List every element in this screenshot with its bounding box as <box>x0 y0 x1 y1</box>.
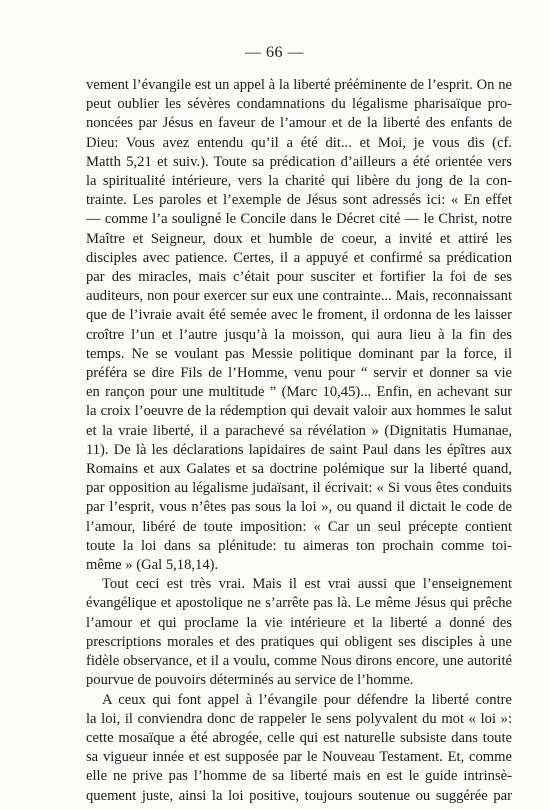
text-line: croître l’un et l’autre jusqu’à la moisson, qui aura lieu à la fin des <box>86 326 512 343</box>
text-line: l’amour et qui proclame la vie intérieure et la liberté a donné des <box>86 614 512 631</box>
text-line: Romains et aux Galates et sa doctrine polémique sur la liberté quand, <box>86 461 512 478</box>
text-line: Dieu: Vous avez entendu qu’il a été dit... et Moi, je vous dis (cf. <box>86 134 512 151</box>
text-line: l’amour, libéré de toute imposition: « Car un seul précepte contient <box>86 518 512 535</box>
text-line: sa vigueur innée et est supposée par le Nouveau Testament. Et, comme <box>86 749 512 766</box>
text-line: cette mosaïque a été abrogée, celle qui est naturelle subsiste dans toute <box>86 729 512 746</box>
paragraph-3 <box>86 691 512 806</box>
text-line: auditeurs, non pour exercer sur eux une contrainte... Mais, reconnaissant <box>86 288 512 305</box>
text-line: en rançon pour une multitude ” (Marc 10,45)... Enfin, en achevant sur <box>86 384 512 401</box>
paragraph-2 <box>86 575 512 690</box>
text-line: quement juste, ainsi la loi positive, toujours soutenue ou suggérée par <box>86 787 512 804</box>
text-line: peut oublier les sévères condamnations du légalisme pharisaïque pro- <box>86 96 512 113</box>
text-line: trainte. Les paroles et l’exemple de Jésus sont adressés ici: « En effet <box>86 192 512 209</box>
text-line: par opposition au légalisme judaïsant, il écrivait: « Si vous êtes conduits <box>86 480 512 497</box>
text-line: A ceux qui font appel à l’évangile pour défendre la liberté contre <box>102 691 512 708</box>
text-line: toute la loi dans sa plénitude: tu aimeras ton prochain comme toi- <box>86 537 512 554</box>
text-line: temps. Ne se voulant pas Messie politique dominant par la force, il <box>86 345 512 362</box>
text-line: par des miracles, mais c’était pour susciter et fortifier la foi de ses <box>86 269 512 286</box>
text-line: 11). De là les déclarations lapidaires de saint Paul dans les épîtres aux <box>86 441 512 458</box>
text-line: disciples avec patience. Certes, il a appuyé et confirmé sa prédication <box>86 249 512 266</box>
text-line: fidèle observance, et il a voulu, comme Nous dirons encore, une autorité <box>86 653 512 670</box>
text-line: elle ne prive pas l’homme de sa liberté mais en est le guide intrinsè- <box>86 768 512 785</box>
paragraph-1 <box>86 76 512 575</box>
text-line: évangélique et apostolique ne s’arrête pas là. Le même Jésus qui prêche <box>86 595 512 612</box>
text-line: pourvue de pouvoirs déterminés au service de l’homme. <box>86 672 414 689</box>
text-line: par l’esprit, vous n’êtes pas sous la loi », ou quand il dictait le code de <box>86 499 512 516</box>
text-line: vement l’évangile est un appel à la liberté prééminente de l’esprit. On ne <box>86 77 512 93</box>
text-line: noncées par Jésus en faveur de l’amour et de la liberté des enfants de <box>86 115 512 132</box>
text-line: prescriptions morales et des pratiques qui obligent ses disciples à une <box>86 633 512 650</box>
text-line: la croix l’oeuvre de la rédemption qui devait valoir aux hommes le salut <box>86 403 512 420</box>
text-line: et la vraie liberté, il a parachevé sa révélation » (Dignitatis Humanae, <box>86 422 512 439</box>
page-number: — 66 — <box>245 44 304 61</box>
text-line: la spiritualité intérieure, vers la charité qui libère du jong de la con- <box>86 173 512 190</box>
text-line: préféra se dire Fils de l’Homme, venu pour “ servir et donner sa vie <box>86 365 512 382</box>
body-text <box>86 76 512 806</box>
text-line: Maître et Seigneur, doux et humble de coeur, a invité et attiré les <box>86 230 512 247</box>
text-line: la loi, il conviendra donc de rappeler le sens polyvalent du mot « loi »: <box>86 710 512 727</box>
text-line: — comme l’a souligné le Concile dans le Décret cité — le Christ, notre <box>86 211 512 228</box>
text-line: Tout ceci est très vrai. Mais il est vrai aussi que l’enseignement <box>102 576 512 593</box>
text-line: Matth 5,21 et suiv.). Toute sa prédication d’ailleurs a été orientée vers <box>86 153 512 170</box>
text-line: même » (Gal 5,18,14). <box>86 557 219 574</box>
text-line: que de l’ivraie avait été semée avec le froment, il ordonna de les laisser <box>86 307 512 324</box>
